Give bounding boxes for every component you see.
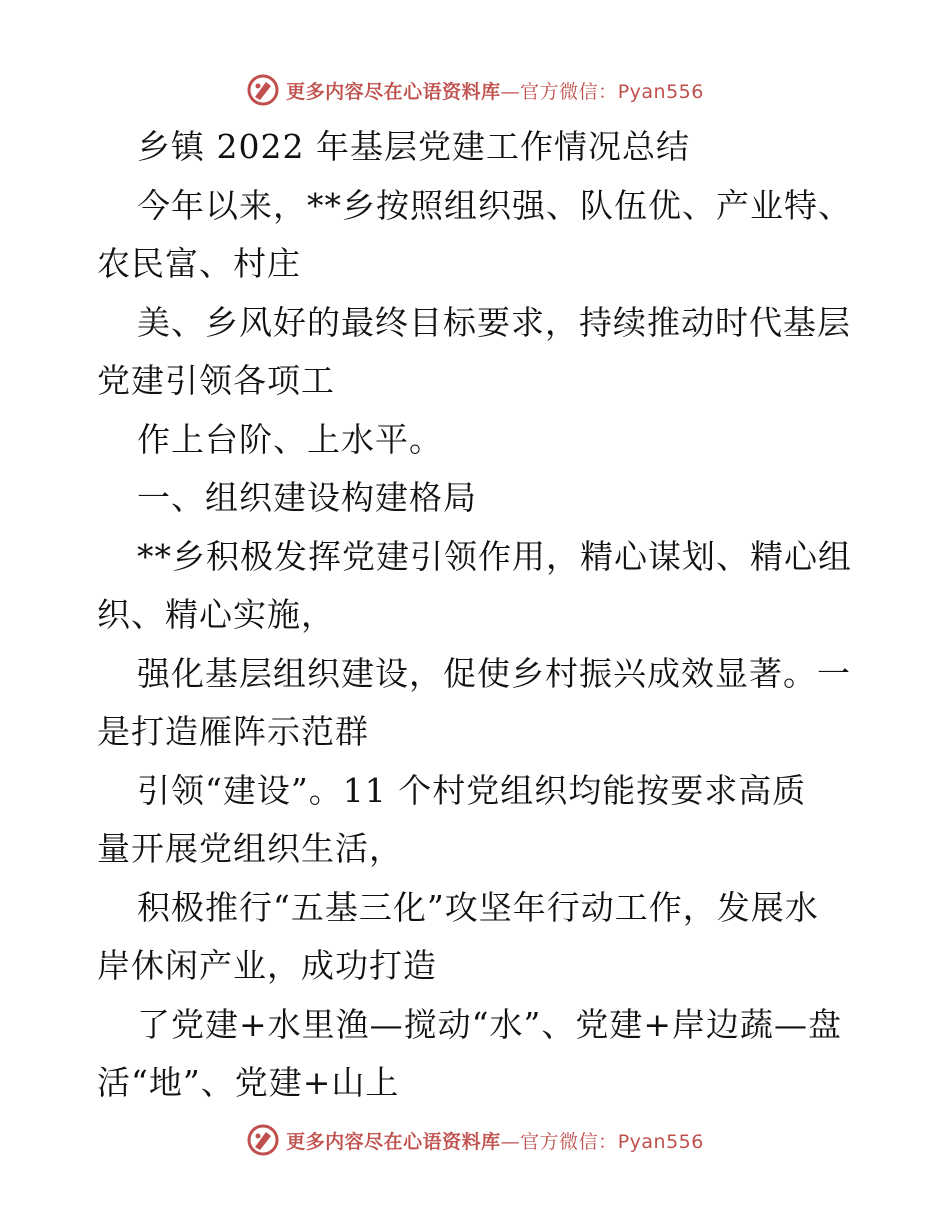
document-line: 党建引领各项工 <box>97 361 335 400</box>
header-banner-wechat: Pyan556 <box>617 80 704 103</box>
document-line: 活“地”、党建+山上 <box>97 1063 400 1102</box>
footer-banner-suffix: 官方微信： <box>520 1130 618 1153</box>
document-line: 量开展党组织生活， <box>97 829 403 868</box>
document-line: 织、精心实施， <box>97 595 335 634</box>
document-line: **乡积极发挥党建引领作用，精心谋划、精心组 <box>137 536 852 576</box>
logo-icon <box>246 73 280 107</box>
footer-banner-wechat: Pyan556 <box>617 1130 704 1153</box>
document-line: 岸休闲产业，成功打造 <box>97 946 437 985</box>
document-line: 是打造雁阵示范群 <box>97 712 369 751</box>
document-line: 强化基层组织建设，促使乡村振兴成效显著。一 <box>137 653 851 693</box>
document-line: 积极推行“五基三化”攻坚年行动工作，发展水 <box>137 887 819 927</box>
document-line: 一、组织建设构建格局 <box>137 478 477 517</box>
document-line: 农民富、村庄 <box>97 244 301 283</box>
logo-icon <box>246 1123 280 1157</box>
document-line: 今年以来，**乡按照组织强、队伍优、产业特、 <box>137 185 852 225</box>
footer-banner-text <box>286 1127 704 1154</box>
document-title: 乡镇 2022 年基层党建工作情况总结 <box>137 127 690 166</box>
document-line: 美、乡风好的最终目标要求，持续推动时代基层 <box>137 302 851 342</box>
header-banner-prefix: 更多内容尽在心语资料库 <box>286 80 501 103</box>
document-body <box>97 118 867 1113</box>
header-banner-suffix: 官方微信： <box>520 80 618 103</box>
document-line: 了党建+水里渔—搅动“水”、党建+岸边蔬—盘 <box>137 1004 843 1044</box>
header-banner <box>0 70 950 110</box>
header-banner-text <box>286 77 704 104</box>
document-line: 作上台阶、上水平。 <box>137 419 443 459</box>
footer-banner-prefix: 更多内容尽在心语资料库 <box>286 1130 501 1153</box>
footer-banner-dash: — <box>500 1130 521 1153</box>
footer-banner <box>0 1120 950 1160</box>
document-line: 引领“建设”。11 个村党组织均能按要求高质 <box>137 770 807 810</box>
header-banner-dash: — <box>500 80 521 103</box>
